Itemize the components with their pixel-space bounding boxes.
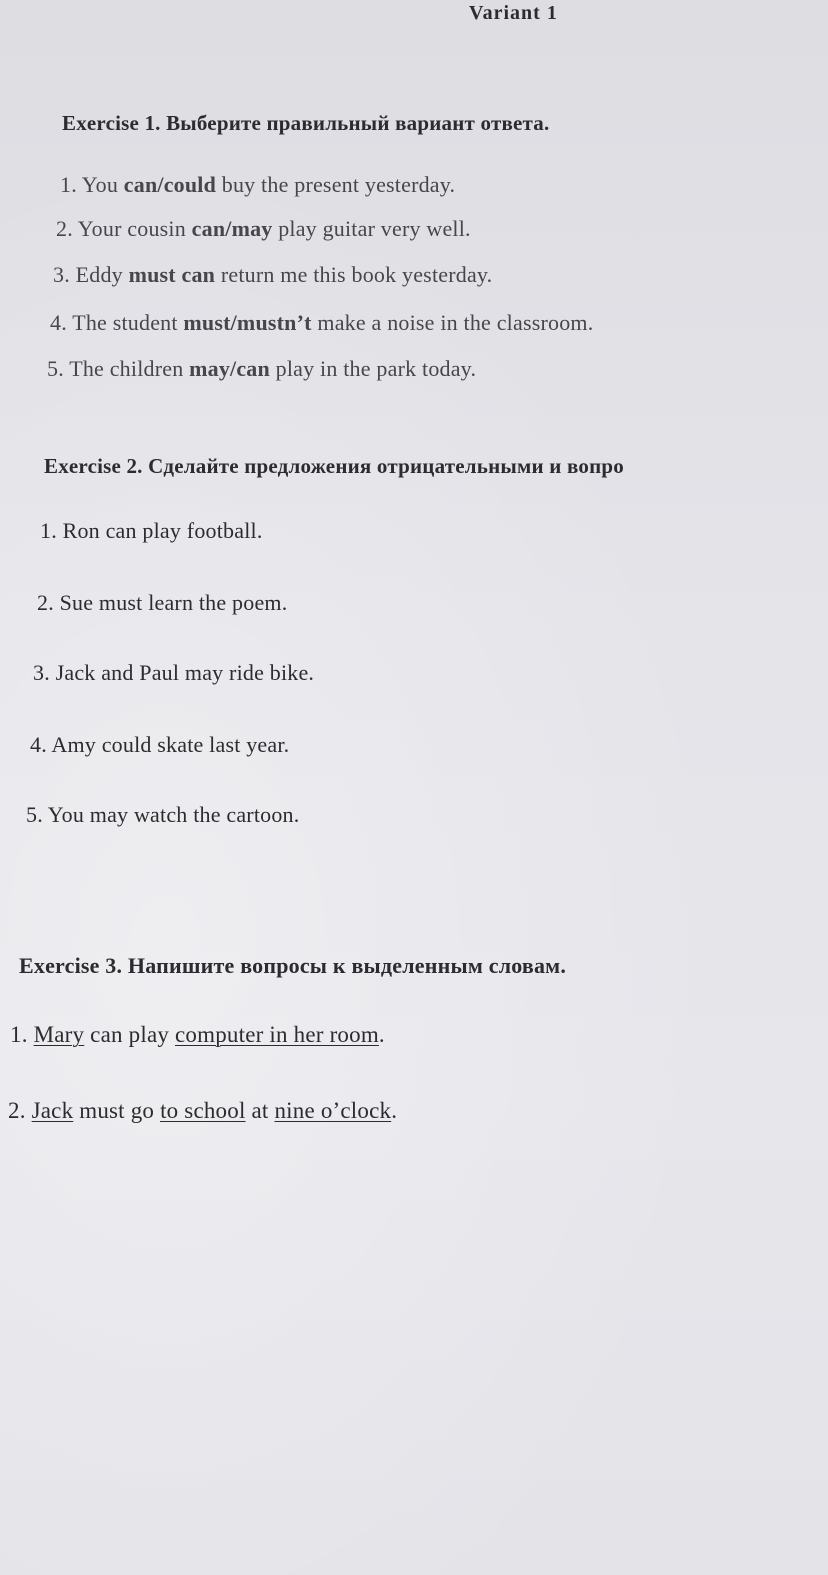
exercise2-item — [26, 802, 299, 828]
plain-text: can play — [84, 1022, 175, 1047]
item-text-after: make a noise in the classroom. — [311, 310, 594, 335]
item-text: You may watch the cartoon. — [47, 802, 300, 827]
underlined-phrase: nine o’clock — [274, 1098, 392, 1123]
item-text: Jack and Paul may ride bike. — [55, 660, 315, 685]
exercise1-item — [60, 172, 455, 198]
item-number: 2. — [56, 216, 73, 241]
exercise1-item — [53, 262, 492, 288]
item-number: 3. — [53, 262, 70, 287]
plain-text: . — [378, 1022, 385, 1047]
exercise3-item — [10, 1022, 385, 1048]
item-number: 4. — [30, 732, 47, 757]
item-text-before: The student — [72, 310, 184, 335]
variant-title: Variant 1 — [469, 2, 558, 24]
item-text-after: return me this book yesterday. — [215, 262, 493, 287]
underlined-word: Mary — [33, 1022, 85, 1047]
item-text-before: Eddy — [75, 262, 129, 287]
exercise3-heading: Exercise 3. Напишите вопросы к выделенным словам. — [19, 953, 567, 978]
item-text-before: The children — [69, 356, 190, 381]
exercise1-item — [50, 310, 593, 336]
exercise1-item — [47, 356, 476, 382]
underlined-phrase: computer in her room — [175, 1022, 379, 1047]
item-text-after: buy the present yesterday. — [216, 172, 456, 197]
item-text: Sue must learn the poem. — [59, 590, 288, 615]
item-number: 1. — [60, 172, 77, 197]
plain-text: at — [245, 1098, 275, 1123]
exercise2-item — [30, 732, 289, 758]
item-text: Ron can play football. — [62, 518, 263, 543]
item-choice: can/could — [123, 172, 217, 197]
exercise2-heading: Exercise 2. Сделайте предложения отрицательными и вопро — [44, 454, 624, 478]
item-number: 5. — [47, 356, 64, 381]
item-choice: must can — [128, 262, 216, 287]
exercise2-item — [40, 518, 263, 544]
plain-text: . — [391, 1098, 398, 1123]
exercise3-item — [8, 1098, 397, 1124]
exercise1-item — [56, 216, 471, 242]
item-choice: may/can — [189, 356, 270, 381]
item-text-after: play in the park today. — [269, 356, 477, 381]
plain-text: must go — [73, 1098, 161, 1123]
underlined-word: Jack — [31, 1098, 74, 1123]
item-text-after: play guitar very well. — [272, 216, 471, 241]
item-choice: can/may — [191, 216, 273, 241]
item-text-before: Your cousin — [77, 216, 192, 241]
item-number: 1. — [40, 518, 57, 543]
item-number: 2. — [8, 1098, 26, 1123]
item-number: 4. — [50, 310, 67, 335]
underlined-phrase: to school — [160, 1098, 246, 1123]
exercise1-heading: Exercise 1. Выберите правильный вариант ответа. — [62, 111, 550, 135]
exercise2-item — [37, 590, 287, 616]
item-number: 1. — [10, 1022, 28, 1047]
item-text-before: You — [81, 172, 124, 197]
item-choice: must/mustn’t — [183, 310, 312, 335]
item-number: 5. — [26, 802, 43, 827]
exercise2-item — [33, 660, 314, 686]
item-number: 3. — [33, 660, 50, 685]
item-text: Amy could skate last year. — [51, 732, 290, 757]
item-number: 2. — [37, 590, 54, 615]
